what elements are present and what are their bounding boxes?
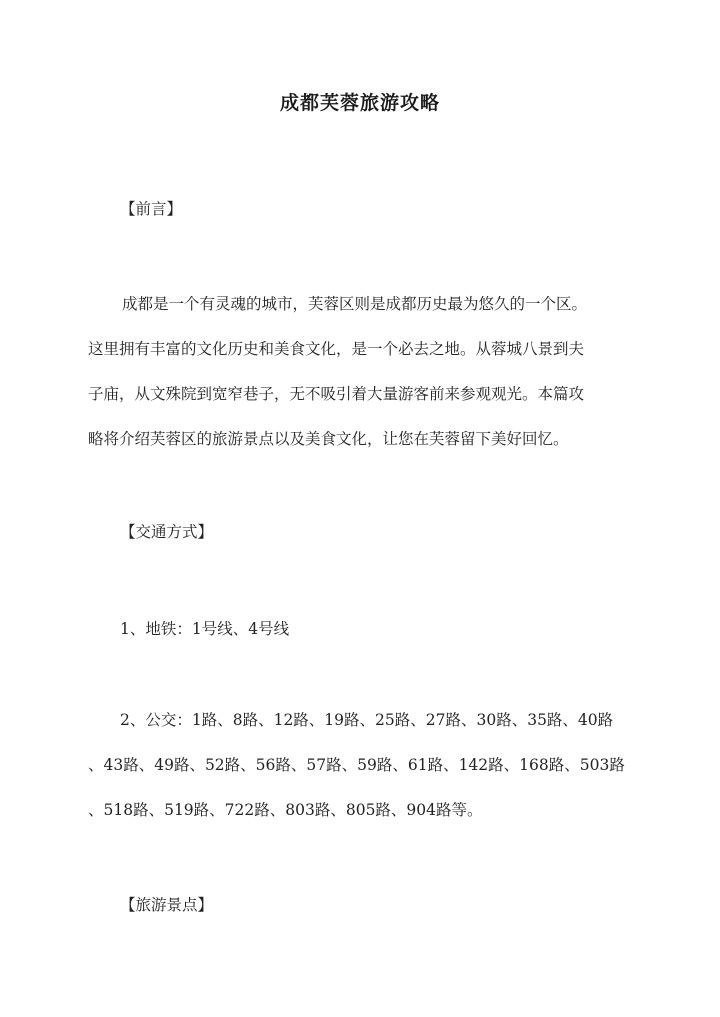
paragraph-line: 2、公交：1路、8路、12路、19路、25路、27路、30路、35路、40路 [120, 711, 614, 729]
section-heading-transport: 【交通方式】 [120, 523, 214, 541]
paragraph-line: 成都是一个有灵魂的城市，芙蓉区则是成都历史最为悠久的一个区。 [122, 295, 588, 313]
paragraph-line: 、43路、49路、52路、56路、57路、59路、61路、142路、168路、503路 [88, 756, 625, 774]
document-title: 成都芙蓉旅游攻略 [279, 92, 440, 114]
paragraph-line: 这里拥有丰富的文化历史和美食文化，是一个必去之地。从蓉城八景到夫 [88, 340, 585, 358]
transport-metro: 1、地铁：1号线、4号线 [120, 620, 290, 638]
paragraph-line: 、518路、519路、722路、803路、805路、904路等。 [88, 801, 483, 819]
paragraph-line: 子庙，从文殊院到宽窄巷子，无不吸引着大量游客前来参观观光。本篇攻 [88, 385, 585, 403]
section-heading-preface: 【前言】 [120, 200, 183, 218]
preface-paragraph [88, 282, 587, 462]
transport-bus-paragraph [88, 698, 625, 833]
section-heading-attractions: 【旅游景点】 [120, 896, 214, 914]
paragraph-line: 略将介绍芙蓉区的旅游景点以及美食文化，让您在芙蓉留下美好回忆。 [88, 430, 569, 448]
